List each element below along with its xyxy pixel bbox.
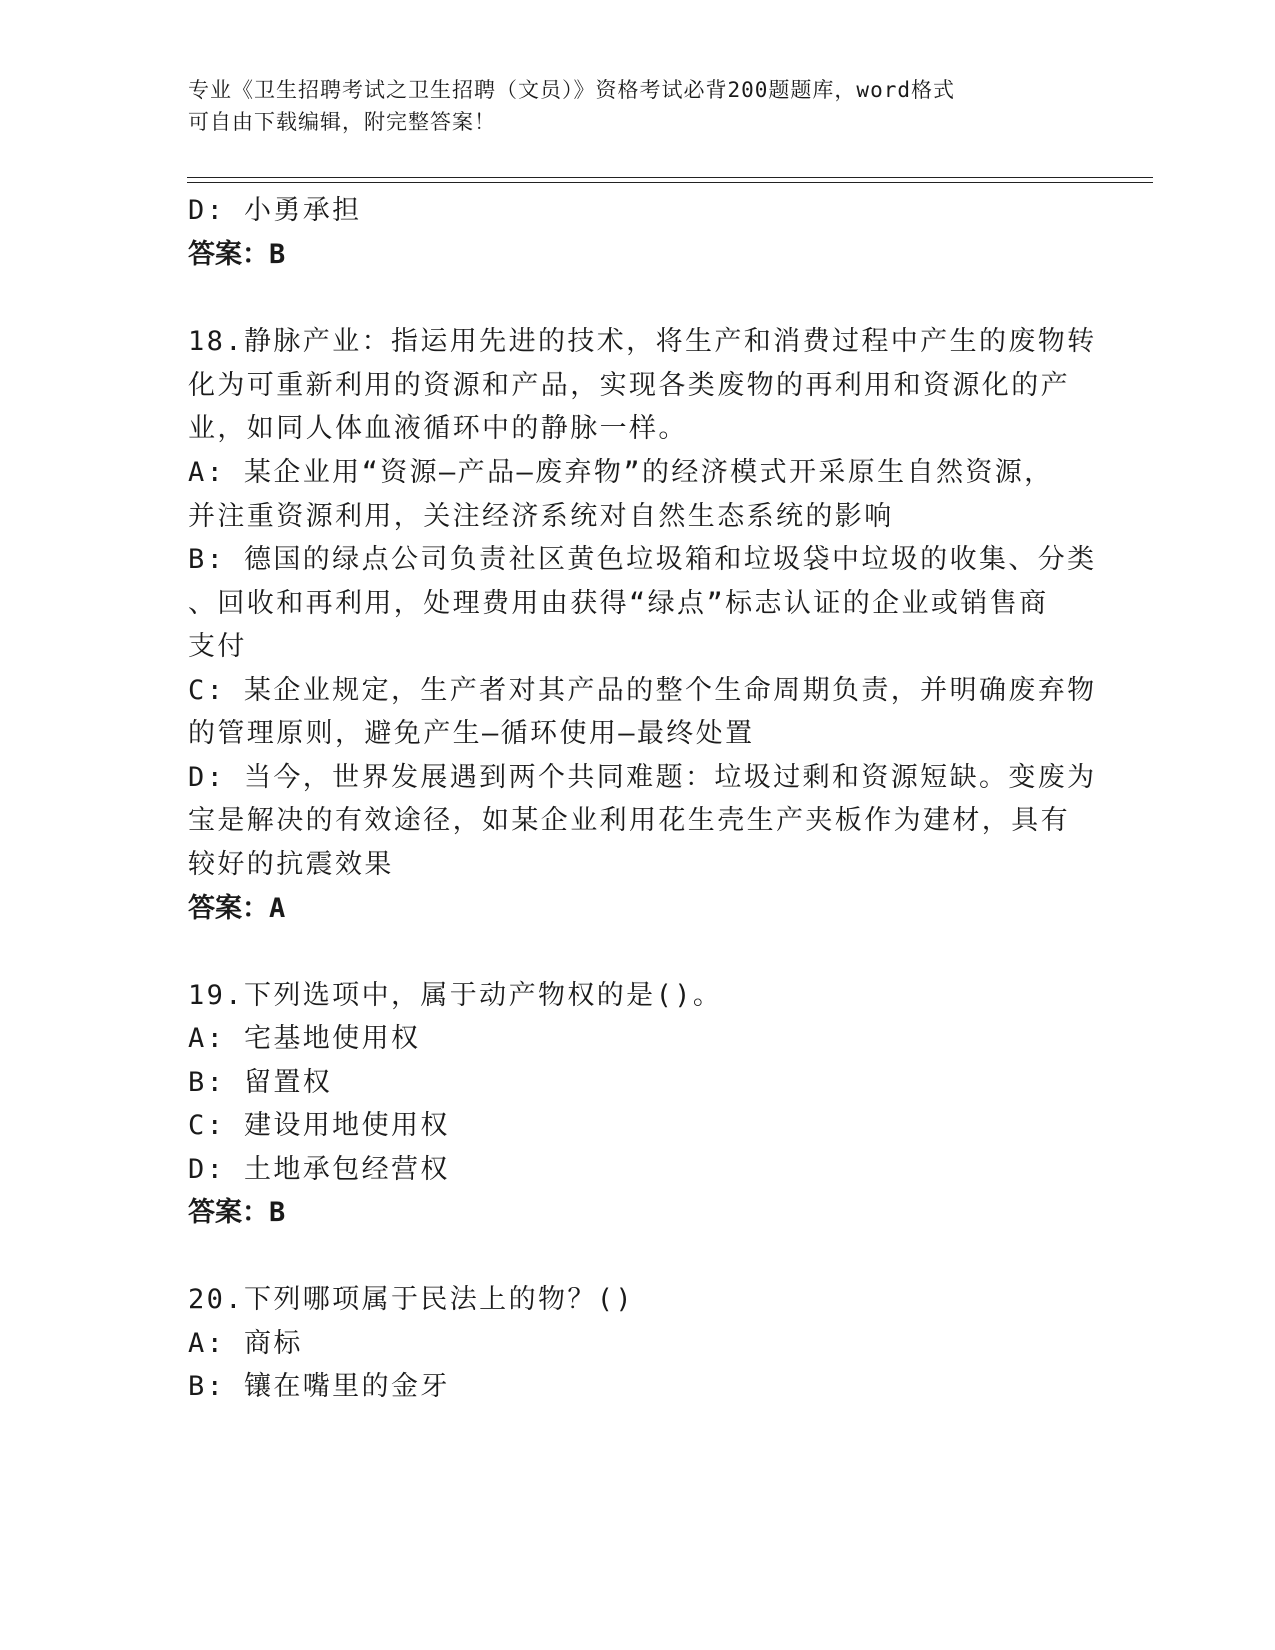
- header-line-1: 专业《卫生招聘考试之卫生招聘（文员）》资格考试必背200题题库，word格式: [188, 78, 955, 102]
- q18-option-b-line-1: B: 德国的绿点公司负责社区黄色垃圾箱和垃圾袋中垃圾的收集、分类: [188, 544, 1097, 575]
- q18-option-c-line-1: C: 某企业规定，生产者对其产品的整个生命周期负责，并明确废弃物: [188, 675, 1097, 706]
- document-header: [188, 74, 1068, 138]
- q18-option-a-line-1: A: 某企业用“资源—产品—废弃物”的经济模式开采原生自然资源，: [188, 457, 1054, 488]
- q18-answer: 答案：A: [188, 893, 286, 924]
- q18-option-b-line-2: 、回收和再利用，处理费用由获得“绿点”标志认证的企业或销售商: [188, 588, 1049, 619]
- q19-option-a: A: 宅基地使用权: [188, 1023, 421, 1054]
- q18-stem-line-2: 化为可重新利用的资源和产品，实现各类废物的再利用和资源化的产: [188, 370, 1070, 401]
- q20-option-b: B: 镶在嘴里的金牙: [188, 1371, 450, 1402]
- q18-option-a-line-2: 并注重资源利用，关注经济系统对自然生态系统的影响: [188, 501, 894, 532]
- q19-option-b: B: 留置权: [188, 1067, 333, 1098]
- q19-answer: 答案：B: [188, 1197, 286, 1228]
- q19-option-c: C: 建设用地使用权: [188, 1110, 450, 1141]
- q18-option-d-line-3: 较好的抗震效果: [188, 849, 394, 880]
- header-line-2: 可自由下载编辑，附完整答案！: [188, 110, 496, 134]
- q18-option-b-line-3: 支付: [188, 631, 247, 662]
- header-divider-bottom: [187, 182, 1153, 183]
- q17-option-d: D: 小勇承担: [188, 195, 362, 226]
- q20-option-a: A: 商标: [188, 1328, 303, 1359]
- q17-answer: 答案：B: [188, 239, 286, 270]
- q18-option-c-line-2: 的管理原则，避免产生—循环使用—最终处置: [188, 718, 755, 749]
- q18-option-d-line-1: D: 当今，世界发展遇到两个共同难题：垃圾过剩和资源短缺。变废为: [188, 762, 1097, 793]
- q18-option-d-line-2: 宝是解决的有效途径，如某企业利用花生壳生产夹板作为建材，具有: [188, 805, 1070, 836]
- q18-stem-line-3: 业，如同人体血液循环中的静脉一样。: [188, 413, 688, 444]
- q20-stem: 20.下列哪项属于民法上的物？(): [188, 1284, 635, 1315]
- header-divider-top: [187, 177, 1153, 178]
- q19-stem: 19.下列选项中，属于动产物权的是()。: [188, 980, 723, 1011]
- q19-option-d: D: 土地承包经营权: [188, 1154, 450, 1185]
- q18-stem-line-1: 18.静脉产业：指运用先进的技术，将生产和消费过程中产生的废物转: [188, 326, 1097, 357]
